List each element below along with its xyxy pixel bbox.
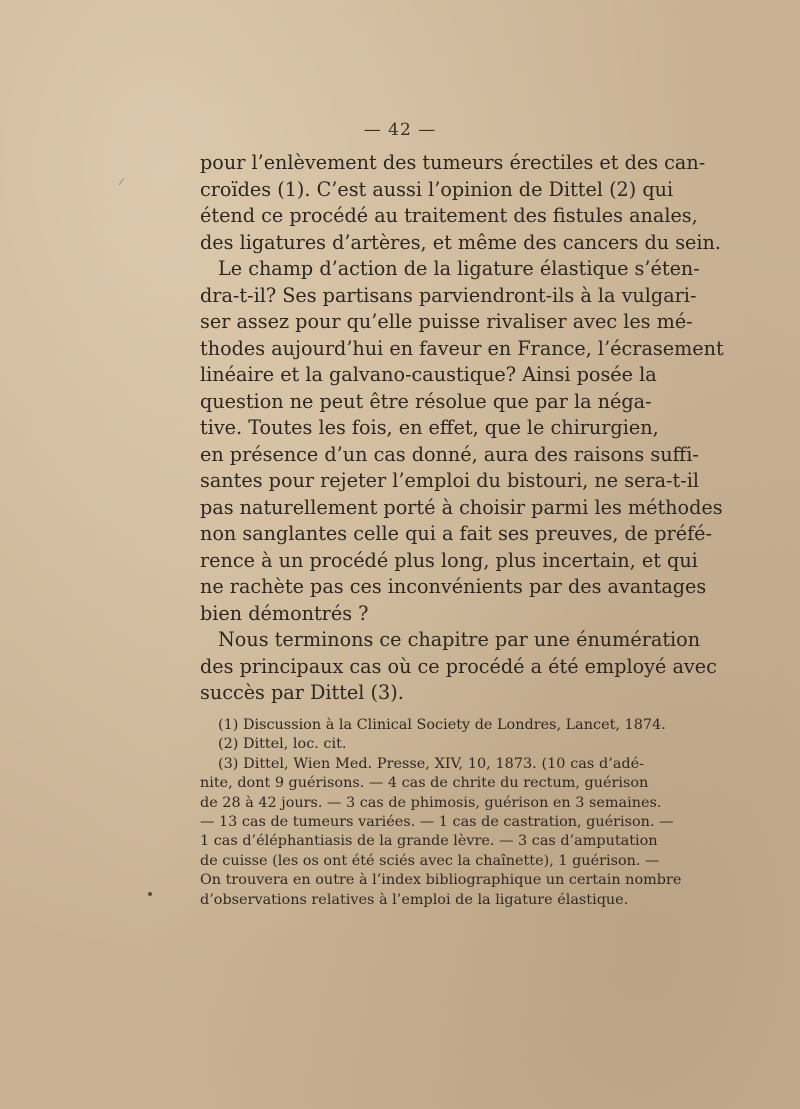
footnote-line: (3) Dittel, Wien Med. Presse, XIV, 10, 1873. (10 cas d’adé- [218, 755, 644, 772]
text-line: pas naturellement porté à choisir parmi les méthodes [200, 495, 723, 519]
text-line: ne rachète pas ces inconvénients par des avantages [200, 575, 707, 598]
text-line: ser assez pour qu’elle puisse rivaliser avec les mé- [200, 310, 693, 333]
footnotes [200, 716, 682, 910]
footnote-line: — 13 cas de tumeurs variées. — 1 cas de castration, guérison. — [200, 813, 674, 830]
pencil-mark [119, 178, 131, 190]
text-line: Nous terminons ce chapitre par une énumération [218, 628, 701, 651]
footnote-line: (1) Discussion à la Clinical Society de Londres, Lancet, 1874. [218, 717, 666, 733]
ink-dot [148, 892, 152, 896]
text-line: bien démontrés ? [200, 601, 369, 625]
text-line: thodes aujourd’hui en faveur en France, l’écrasement [200, 336, 724, 360]
footnote-line: (2) Dittel, loc. cit. [218, 736, 347, 753]
text-line: Le champ d’action de la ligature élastique s’éten- [218, 257, 700, 280]
text-line: dra-t-il? Ses partisans parviendront-ils à la vulgari- [200, 283, 697, 307]
page-number: — 42 — [363, 120, 437, 140]
footnote-line: d’observations relatives à l’emploi de la ligature élastique. [200, 891, 629, 908]
footnote-line: de cuisse (les os ont été sciés avec la chaînette), 1 guérison. — [200, 852, 660, 869]
footnote-line: nite, dont 9 guérisons. — 4 cas de chrite du rectum, guérison [200, 775, 649, 792]
text-line: des ligatures d’artères, et même des cancers du sein. [200, 230, 721, 254]
text-line: non sanglantes celle qui a fait ses preuves, de préfé- [200, 522, 713, 545]
text-line: pour l’enlèvement des tumeurs érectiles et des can- [200, 151, 706, 174]
text-line: des principaux cas où ce procédé a été employé avec [200, 654, 717, 678]
body-text [200, 150, 724, 707]
text-line: question ne peut être résolue que par la néga- [200, 389, 652, 413]
footnote-line: de 28 à 42 jours. — 3 cas de phimosis, guérison en 3 semaines. [200, 794, 662, 811]
text-line: santes pour rejeter l’emploi du bistouri, ne sera-t-il [200, 469, 699, 492]
text-line: étend ce procédé au traitement des fistules anales, [200, 204, 698, 227]
text-line: succès par Dittel (3). [200, 681, 404, 704]
text-line: en présence d’un cas donné, aura des raisons suffi- [200, 442, 699, 466]
text-line: tive. Toutes les fois, en effet, que le chirurgien, [200, 416, 659, 439]
footnote-line: On trouvera en outre à l’index bibliographique un certain nombre [200, 872, 682, 889]
text-line: croïdes (1). C’est aussi l’opinion de Dittel (2) qui [200, 177, 674, 201]
text-line: linéaire et la galvano-caustique? Ainsi posée la [200, 363, 657, 386]
text-line: rence à un procédé plus long, plus incertain, et qui [200, 548, 698, 572]
footnote-line: 1 cas d’éléphantiasis de la grande lèvre. — 3 cas d’amputation [200, 833, 658, 850]
